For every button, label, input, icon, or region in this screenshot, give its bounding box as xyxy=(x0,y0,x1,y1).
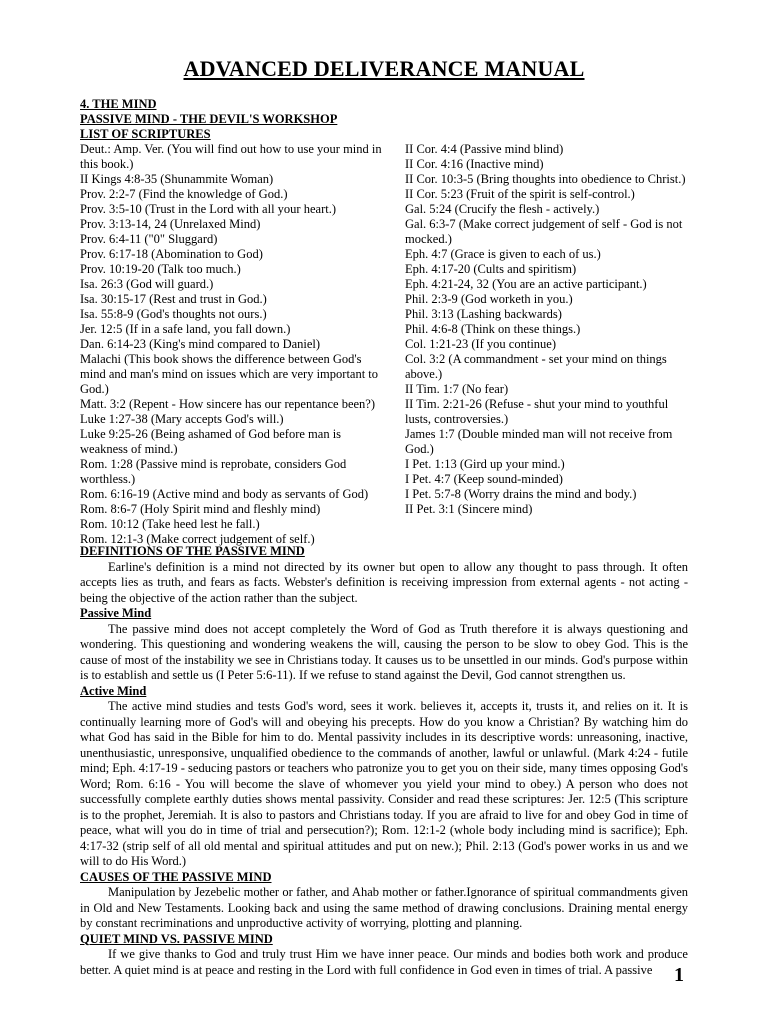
scripture-item: Col. 1:21-23 (If you continue) xyxy=(405,337,557,351)
scripture-item: Prov. 10:19-20 (Talk too much.) xyxy=(80,262,241,276)
section-paragraph: The active mind studies and tests God's word, sees it work. believes it, accepts it, trusts it, and relies on it. It is continually learning more of God's will and obeying his precepts. How do you know a Christian? By watching him do what God has said in the Bible for him to do. Mental passivity includes in its descriptive words: unreasoning, inactive, unenthusiastic, unresponsive, unqualified obedience to the commands of another, lawful or unlawful. (Mark 4:24 - futile mind; Eph. 4:17-19 - seducing pastors or teachers who patronize you to get you on their side, many times opposing God's Word; Rom. 6:16 - You will become the slave of whomever you yield your mind to obey.) A person who does not successfully complete earthly duties shows mental passivity. Consider and read these scriptures: Jer. 12:5 (This scripture is to the prophet, Jeremiah. It is also to pastors and Christians today. If you are afraid to live for and obey God in time of peace, what will you do in time of trial and persecution?); Rom. 12:1-2 (whole body including mind is sacrifice); Eph. 4:17-32 (strip self of all old mental and spiritual attitudes and put on new.); Phil. 2:13 (God's power works in us and we will to do His Word.) xyxy=(80,699,688,868)
section-heading: QUIET MIND VS. PASSIVE MIND xyxy=(80,931,273,946)
section-heading: Passive Mind xyxy=(80,606,152,620)
scripture-item: II Tim. 2:21-26 (Refuse - shut your mind to youthful lusts, controversies.) xyxy=(405,397,669,426)
scripture-item: Dan. 6:14-23 (King's mind compared to Daniel) xyxy=(80,337,321,351)
scripture-item: Isa. 26:3 (God will guard.) xyxy=(80,277,214,291)
scripture-item: Eph. 4:21-24, 32 (You are an active participant.) xyxy=(405,277,647,291)
scripture-item: Rom. 6:16-19 (Active mind and body as servants of God) xyxy=(80,487,369,501)
page-number: 1 xyxy=(674,964,684,986)
scripture-item: Prov. 3:5-10 (Trust in the Lord with all your heart.) xyxy=(80,202,336,216)
section-heading: DEFINITIONS OF THE PASSIVE MIND xyxy=(80,544,305,558)
scripture-item: Prov. 6:4-11 ("0" Sluggard) xyxy=(80,232,218,246)
scripture-item: Prov. 2:2-7 (Find the knowledge of God.) xyxy=(80,187,288,201)
section-paragraph: Manipulation by Jezebelic mother or father, and Ahab mother or father.Ignorance of spiritual commandments given in Old and New Testaments. Looking back and using the same method of drawing conclusions. Draining mental energy by constant recriminations and unproductive activity of worrying, plotting and planning. xyxy=(80,885,688,930)
scripture-item: I Pet. 5:7-8 (Worry drains the mind and body.) xyxy=(405,487,637,501)
subtitle-heading: PASSIVE MIND - THE DEVIL'S WORKSHOP xyxy=(80,112,338,126)
scripture-item: Gal. 5:24 (Crucify the flesh - actively.) xyxy=(405,202,600,216)
scripture-item: II Pet. 3:1 (Sincere mind) xyxy=(405,502,533,516)
section-paragraph: Earline's definition is a mind not directed by its owner but open to allow any thought to pass through. It often accepts lies as truth, and fears as facts. Webster's definition is receiving impression from external agents - not acting - being the objective of the action rather than the subject. xyxy=(80,559,688,605)
scripture-item: II Cor. 4:4 (Passive mind blind) xyxy=(405,142,564,156)
section-heading: CAUSES OF THE PASSIVE MIND xyxy=(80,869,272,884)
scripture-item: Rom. 8:6-7 (Holy Spirit mind and fleshly mind) xyxy=(80,502,321,516)
scripture-item: II Tim. 1:7 (No fear) xyxy=(405,382,509,396)
scripture-list-heading: LIST OF SCRIPTURES xyxy=(80,127,211,141)
scripture-item: Luke 9:25-26 (Being ashamed of God before man is weakness of mind.) xyxy=(80,427,342,456)
scripture-item: James 1:7 (Double minded man will not receive from God.) xyxy=(405,427,673,456)
scripture-item: I Pet. 4:7 (Keep sound-minded) xyxy=(405,472,563,486)
scripture-item: Deut.: Amp. Ver. (You will find out how to use your mind in this book.) xyxy=(80,142,382,171)
scripture-item: Gal. 6:3-7 (Make correct judgement of self - God is not mocked.) xyxy=(405,217,683,246)
document-body xyxy=(80,544,688,978)
scripture-item: Isa. 55:8-9 (God's thoughts not ours.) xyxy=(80,307,267,321)
scripture-item: Jer. 12:5 (If in a safe land, you fall down.) xyxy=(80,322,291,336)
scripture-item: II Cor. 5:23 (Fruit of the spirit is self-control.) xyxy=(405,187,635,201)
scripture-item: Eph. 4:7 (Grace is given to each of us.) xyxy=(405,247,601,261)
scripture-item: Rom. 10:12 (Take heed lest he fall.) xyxy=(80,517,260,531)
scripture-item: Prov. 6:17-18 (Abomination to God) xyxy=(80,247,263,261)
section-paragraph: The passive mind does not accept completely the Word of God as Truth therefore it is always questioning and wondering. This questioning and wondering weakens the will, causing the person to be slow to obey God. This is the cause of most of the instability we see in Christians today. It causes us to be unsettled in our minds. God's purpose within is to establish and settle us (I Peter 5:6-11). If we refuse to stand against the Devil, God cannot strengthen us. xyxy=(80,621,688,682)
scripture-item: II Cor. 4:16 (Inactive mind) xyxy=(405,157,544,171)
scripture-item: Malachi (This book shows the difference between God's mind and man's mind on issues which are very important to God.) xyxy=(80,352,379,396)
scripture-item: Rom. 1:28 (Passive mind is reprobate, considers God worthless.) xyxy=(80,457,347,486)
section-number-heading: 4. THE MIND xyxy=(80,97,157,111)
scripture-item: Col. 3:2 (A commandment - set your mind on things above.) xyxy=(405,352,667,381)
scripture-item: Eph. 4:17-20 (Cults and spiritism) xyxy=(405,262,577,276)
scripture-item: Phil. 2:3-9 (God worketh in you.) xyxy=(405,292,573,306)
page-title: ADVANCED DELIVERANCE MANUAL xyxy=(183,56,585,81)
scripture-item: II Kings 4:8-35 (Shunammite Woman) xyxy=(80,172,274,186)
scripture-item: Rom. 12:1-3 (Make correct judgement of self.) xyxy=(80,532,315,546)
scripture-item: Isa. 30:15-17 (Rest and trust in God.) xyxy=(80,292,267,306)
scripture-item: Phil. 3:13 (Lashing backwards) xyxy=(405,307,562,321)
scripture-list-left xyxy=(80,142,385,547)
scripture-item: Phil. 4:6-8 (Think on these things.) xyxy=(405,322,581,336)
section-heading: Active Mind xyxy=(80,683,147,698)
scripture-item: I Pet. 1:13 (Gird up your mind.) xyxy=(405,457,565,471)
scripture-list-right xyxy=(405,142,693,517)
scripture-item: II Cor. 10:3-5 (Bring thoughts into obedience to Christ.) xyxy=(405,172,686,186)
scripture-item: Matt. 3:2 (Repent - How sincere has our repentance been?) xyxy=(80,397,376,411)
chapter-headings xyxy=(80,97,337,142)
section-paragraph: If we give thanks to God and truly trust Him we have inner peace. Our minds and bodies both work and produce better. A quiet mind is at peace and resting in the Lord with full confidence in God even in times of trial. A passive xyxy=(80,947,688,977)
scripture-item: Luke 1:27-38 (Mary accepts God's will.) xyxy=(80,412,284,426)
scripture-item: Prov. 3:13-14, 24 (Unrelaxed Mind) xyxy=(80,217,261,231)
